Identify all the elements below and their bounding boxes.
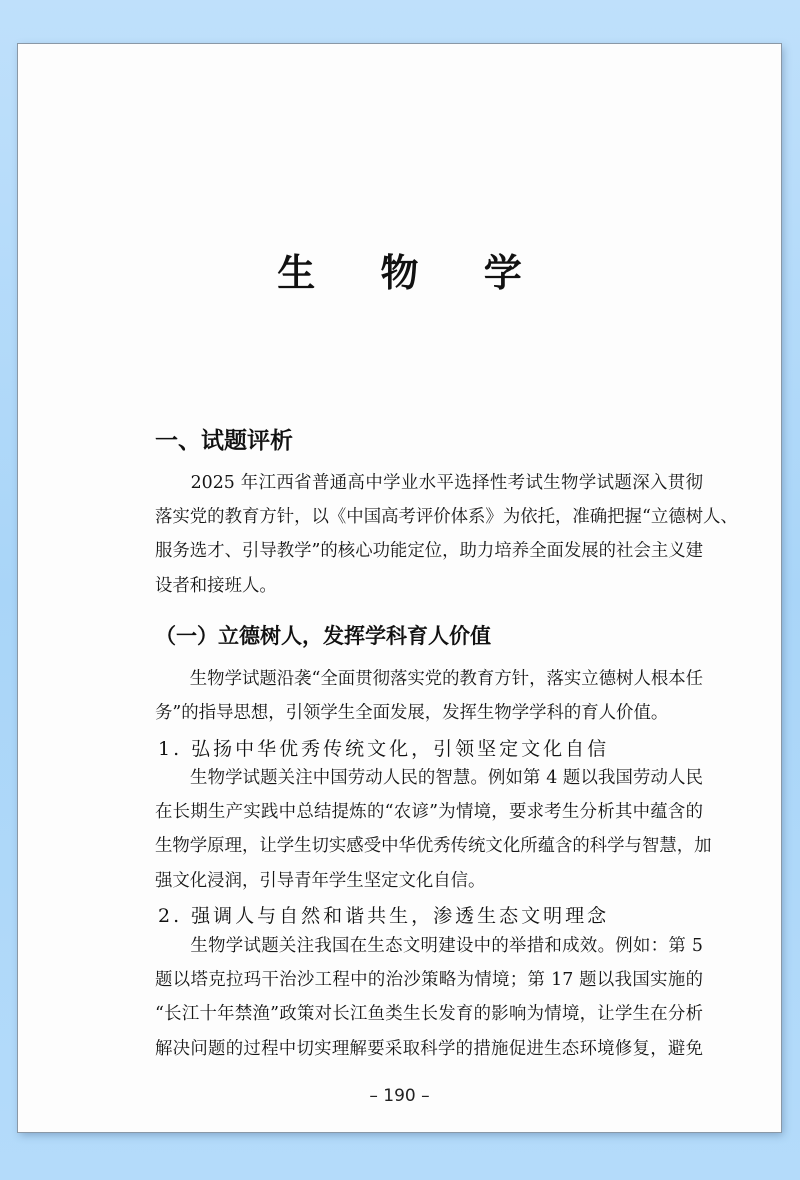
paragraph-line: 生物学原理，让学生切实感受中华优秀传统文化所蕴含的科学与智慧，加 [155,836,712,857]
paragraph-line: 强文化浸润，引导青年学生坚定文化自信。 [155,870,486,891]
paragraph-line: 生物学试题沿袭“全面贯彻落实党的教育方针，落实立德树人根本任 [155,669,704,689]
book-page [18,44,781,1132]
paragraph-line: 2025 年江西省普通高中学业水平选择性考试生物学试题深入贯彻 [155,473,703,493]
paragraph-line: 服务选才、引导教学”的核心功能定位，助力培养全面发展的社会主义建 [155,541,704,562]
point2-paragraph [155,929,703,1066]
point2-heading: 2. 强调人与自然和谐共生，渗透生态文明理念 [158,905,610,927]
paragraph-line: “长江十年禁渔”政策对长江鱼类生长发育的影响为情境，让学生在分析 [155,1004,703,1025]
subsection-paragraph [155,662,703,730]
page-title: 生 物 学 [277,250,548,295]
intro-paragraph [155,466,738,603]
paragraph-line: 生物学试题关注我国在生态文明建设中的举措和成效。例如：第 5 [155,936,703,956]
page-number: – 190 – [369,1086,430,1106]
section-heading: 一、试题评析 [155,428,293,454]
paragraph-line: 解决问题的过程中切实理解要采取科学的措施促进生态环境修复，避免 [155,1038,703,1059]
paragraph-line: 落实党的教育方针，以《中国高考评价体系》为依托，准确把握“立德树人、 [155,507,738,528]
paragraph-line: 在长期生产实践中总结提炼的“农谚”为情境，要求考生分析其中蕴含的 [155,802,703,823]
point1-paragraph [155,761,712,898]
paragraph-line: 务”的指导思想，引领学生全面发展，发挥生物学学科的育人价值。 [155,703,669,724]
paragraph-line: 设者和接班人。 [155,575,277,596]
paragraph-line: 题以塔克拉玛干治沙工程中的治沙策略为情境；第 17 题以我国实施的 [155,970,703,991]
subsection-heading: （一）立德树人，发挥学科育人价值 [155,624,491,648]
point1-heading: 1. 弘扬中华优秀传统文化，引领坚定文化自信 [158,738,610,760]
paragraph-line: 生物学试题关注中国劳动人民的智慧。例如第 4 题以我国劳动人民 [155,768,703,788]
